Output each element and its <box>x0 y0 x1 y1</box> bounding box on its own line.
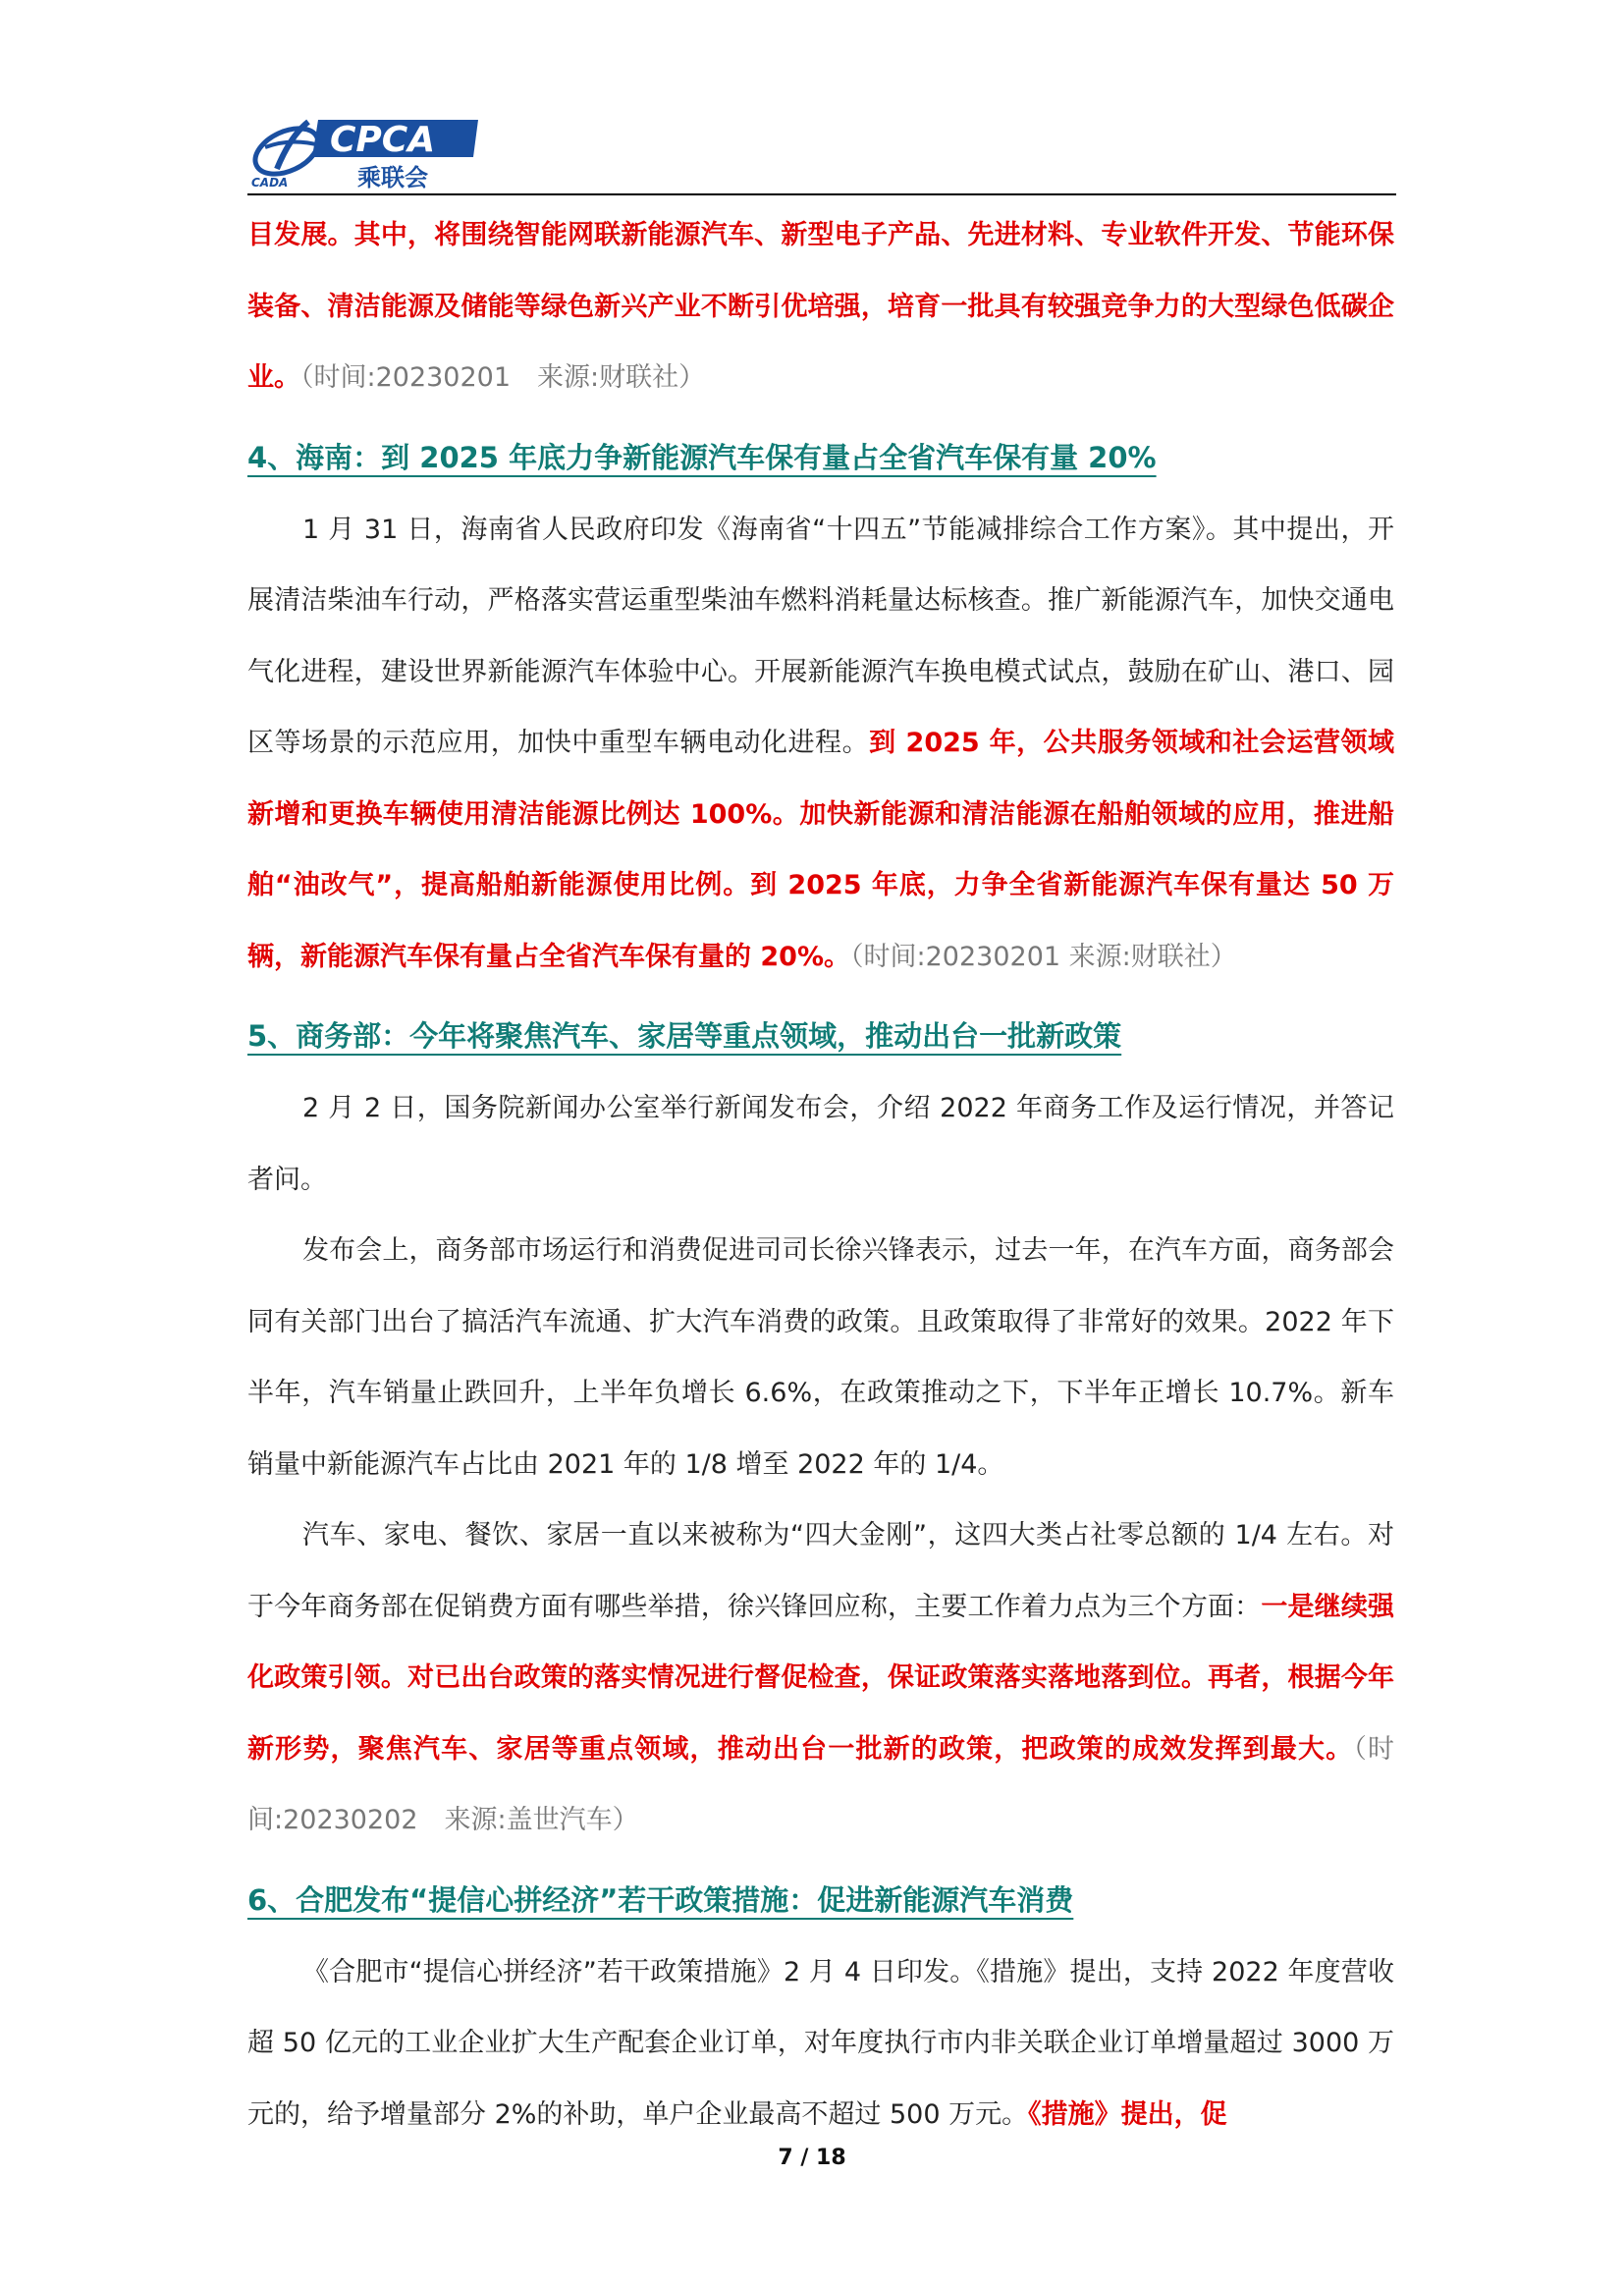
paragraph-text: 《合肥市“提信心拼经济”若干政策措施》2 月 4 日印发。《措施》提出，支持 2022 年度营收超 50 亿元的工业企业扩大生产配套企业订单，对年度执行市内非关联企业订单增量超过 3000 万元的，给予增量部分 2%的补助，单户企业最高不超过 500 万元。 <box>247 1956 1394 2130</box>
document-body <box>247 200 1394 2150</box>
section-heading: 5、商务部：今年将聚焦汽车、家居等重点领域，推动出台一批新政策 <box>247 1019 1122 1053</box>
section-heading: 6、合肥发布“提信心拼经济”若干政策措施：促进新能源汽车消费 <box>247 1882 1074 1917</box>
source-note: （时间:20230201 来源:财联社） <box>850 941 1237 972</box>
highlight-text: 目发展。其中，将围绕智能网联新能源汽车、新型电子产品、先进材料、专业软件开发、节能环保装备、清洁能源及储能等绿色新兴产业不断引优培强，培育一批具有较强竞争力的大型绿色低碳企业。 <box>247 220 1394 393</box>
cpca-logo <box>247 108 478 189</box>
section-heading: 4、海南：到 2025 年底力争新能源汽车保有量占全省汽车保有量 20% <box>247 440 1157 474</box>
highlight-text: 一是继续强化政策引领。对已出台政策的落实情况进行督促检查，保证政策落实落地落到位。再者，根据今年新形势，聚焦汽车、家居等重点领域，推动出台一批新的政策，把政策的成效发挥到最大。 <box>247 1591 1395 1765</box>
highlight-text: 《措施》提出，促 <box>1028 2098 1227 2130</box>
header-rule <box>247 193 1396 195</box>
body-paragraph <box>247 200 1394 414</box>
paragraph-text: 2 月 2 日，国务院新闻办公室举行新闻发布会，介绍 2022 年商务工作及运行情况，并答记者问。 <box>247 1093 1394 1195</box>
body-paragraph <box>247 1216 1394 1500</box>
body-paragraph <box>247 495 1394 994</box>
highlight-text: 到 2025 年，公共服务领域和社会运营领域新增和更换车辆使用清洁能源比例达 100%。加快新能源和清洁能源在船舶领域的应用，推进船舶“油改气”，提高船舶新能源使用比例。到 2025 年底，力争全省新能源汽车保有量达 50 万辆，新能源汽车保有量占全省汽车保有量的 20%。 <box>247 728 1394 972</box>
source-note: （时间:20230201 来源:财联社） <box>300 362 706 393</box>
paragraph-text: 汽车、家电、餐饮、家居一直以来被称为“四大金刚”，这四大类占社零总额的 1/4 左右。对于今年商务部在促销费方面有哪些举措，徐兴锋回应称，主要工作着力点为三个方面： <box>247 1520 1394 1622</box>
logo-sub-text: 乘联会 <box>357 164 428 189</box>
logo-main-text: CPCA <box>330 120 436 160</box>
paragraph-text: 发布会上，商务部市场运行和消费促进司司长徐兴锋表示，过去一年，在汽车方面，商务部会同有关部门出台了搞活汽车流通、扩大汽车消费的政策。且政策取得了非常好的效果。2022 年下半年，汽车销量止跌回升，上半年负增长 6.6%，在政策推动之下，下半年正增长 10.7%。新车销量中新能源汽车占比由 2021 年的 1/8 增至 2022 年的 1/4。 <box>247 1235 1394 1480</box>
body-paragraph <box>247 1073 1394 1216</box>
body-paragraph <box>247 1937 1394 2151</box>
source-note: （时间:20230202 来源:盖世汽车） <box>247 1733 1395 1835</box>
page-number: 7 / 18 <box>778 2146 846 2170</box>
logo-mark-text: CADA <box>251 176 289 189</box>
paragraph-text: 1 月 31 日，海南省人民政府印发《海南省“十四五”节能减排综合工作方案》。其中提出，开展清洁柴油车行动，严格落实营运重型柴油车燃料消耗量达标核查。推广新能源汽车，加快交通电气化进程，建设世界新能源汽车体验中心。开展新能源汽车换电模式试点，鼓励在矿山、港口、园区等场景的示范应用，加快中重型车辆电动化进程。 <box>247 514 1394 758</box>
body-paragraph <box>247 1500 1394 1857</box>
